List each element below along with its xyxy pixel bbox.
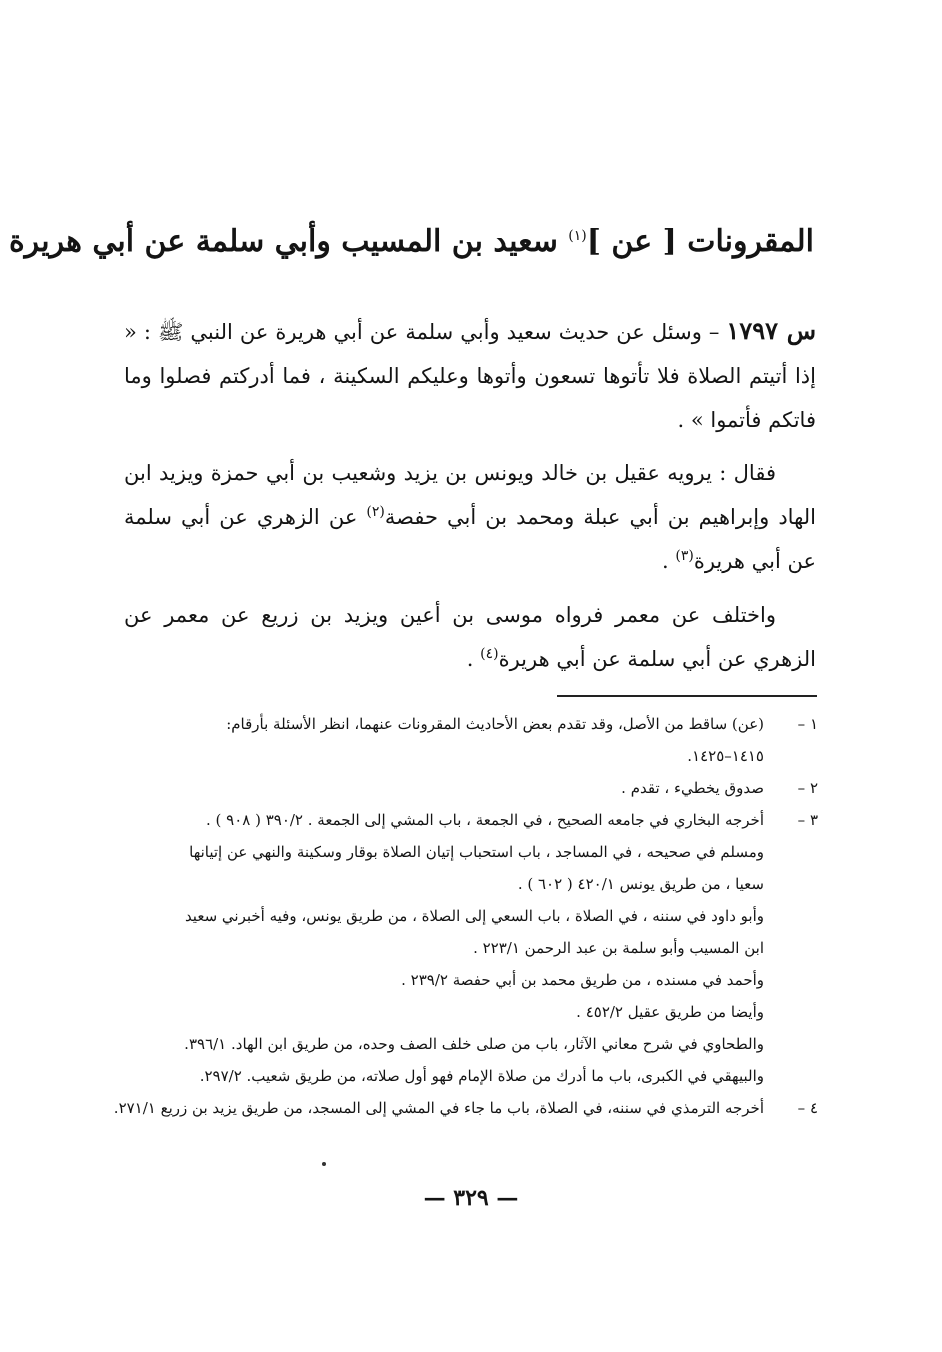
footnote-number: ٢ –	[797, 779, 818, 797]
answer-text-3: .	[662, 549, 676, 573]
footnote-line: أخرجه الترمذي في سننه، في الصلاة، باب ما جاء في المشي إلى المسجد، من طريق يزيد بن زريع ٢٧١/١.	[113, 1099, 764, 1117]
footnote-number: ٤ –	[797, 1099, 818, 1117]
footnote-line: وأحمد في مسنده ، من طريق محمد بن أبي حفصة ٢٣٩/٢ .	[401, 971, 764, 989]
question-text: – وسئل عن حديث سعيد وأبي سلمة عن أبي هريرة عن النبي ﷺ : « إذا أتيتم الصلاة فلا تأتوها تسعون وأتوها وعليكم السكينة ، فما أدركتم فصلوا وما فاتكم فأتموا » .	[124, 320, 816, 432]
footnote	[118, 708, 818, 772]
ikhtilaf-end: .	[466, 647, 481, 671]
footnote-line: ومسلم في صحيحه ، في المساجد ، باب استحباب إتيان الصلاة بوقار وسكينة والنهي عن إتيانها	[189, 843, 764, 861]
answer-text-1: فقال : يرويه عقيل بن خالد ويونس بن يزيد وشعيب بن أبي حمزة ويزيد ابن الهاد وإبراهيم بن أبي عبلة ومحمد بن أبي حفصة	[124, 461, 816, 529]
footnote-number: ٣ –	[797, 811, 818, 829]
ink-speck	[322, 1162, 326, 1166]
answer-footnote-mark-3: (٣)	[675, 548, 694, 564]
ikhtilaf-text: واختلف عن معمر فرواه موسى بن أعين ويزيد بن زريع عن معمر عن الزهري عن أبي سلمة عن أبي هريرة	[124, 603, 816, 671]
chapter-title	[8, 218, 814, 266]
answer-text-2: عن الزهري عن أبي سلمة عن أبي هريرة	[124, 505, 816, 573]
footnote-line: (عن) ساقط من الأصل، وقد تقدم بعض الأحاديث المقرونات عنهما، انظر الأسئلة بأرقام:	[226, 715, 764, 733]
title-suffix: سعيد بن المسيب وأبي سلمة عن أبي هريرة	[8, 224, 569, 259]
footnote	[113, 1092, 818, 1124]
question-number: س ١٧٩٧	[726, 316, 816, 345]
footnote-line: صدوق يخطيء ، تقدم .	[621, 779, 764, 797]
title-footnote-mark: (١)	[568, 228, 587, 244]
footnotes	[113, 708, 818, 1124]
page-number: — ٣٢٩ —	[423, 1185, 519, 1211]
answer-footnote-mark-2: (٢)	[366, 504, 385, 520]
question-paragraph	[124, 309, 816, 442]
title-prefix: المقرونات [ عن ]	[586, 224, 814, 259]
footnote-line: سعيا ، من طريق يونس ٤٢٠/١ ( ٦٠٢ ) .	[517, 875, 764, 893]
footnote-number: ١ –	[797, 715, 818, 733]
footnote-separator	[557, 695, 817, 697]
footnote-line: أخرجه البخاري في جامعه الصحيح ، في الجمعة ، باب المشي إلى الجمعة . ٣٩٠/٢ ( ٩٠٨ ) .	[205, 811, 764, 829]
ikhtilaf-paragraph	[124, 593, 816, 681]
footnote-line: وأيضا من طريق عقيل ٤٥٢/٢ .	[576, 1003, 764, 1021]
footnote-line: والبيهقي في الكبرى، باب ما أدرك من صلاة الإمام فهو أول صلاته، من طريق شعيب. ٢٩٧/٢.	[199, 1067, 764, 1085]
footnote-line: وأبو داود في سننه ، في الصلاة ، باب السعي إلى الصلاة ، من طريق يونس، وفيه أخبرني سعيد	[184, 907, 764, 925]
footnote	[118, 772, 818, 804]
footnote-line: والطحاوي في شرح معاني الآثار، باب من صلى خلف الصف وحده، من طريق ابن الهاد. ٣٩٦/١.	[184, 1035, 764, 1053]
footnote-line: ١٤١٥–١٤٢٥.	[687, 747, 764, 765]
ikhtilaf-footnote-mark-4: (٤)	[480, 646, 499, 662]
footnote-line: ابن المسيب وأبو سلمة بن عبد الرحمن ٢٢٣/١ .	[473, 939, 764, 957]
footnote	[118, 804, 818, 1092]
answer-paragraph	[124, 451, 816, 583]
